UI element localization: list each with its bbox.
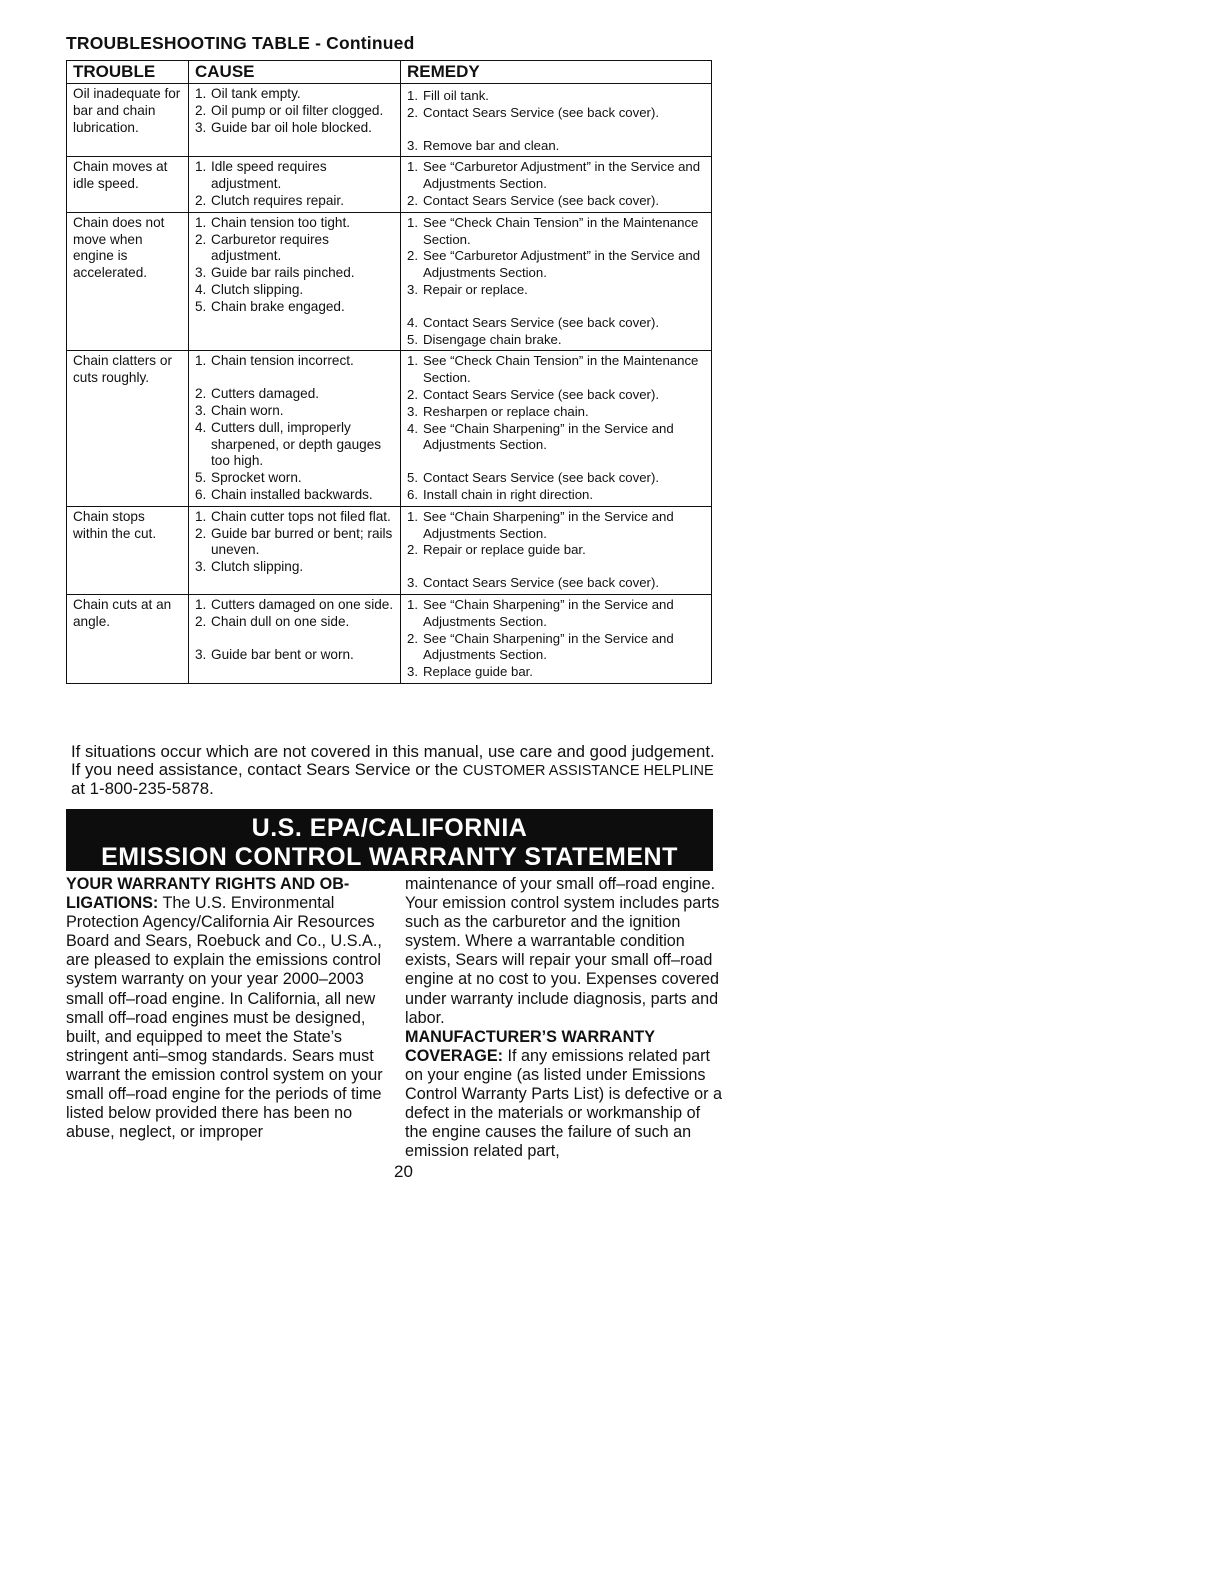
remedy-item: 1. See “Check Chain Tension” in the Maintenance Section. [407,214,699,247]
remedy-item: 5. Disengage chain brake. [407,331,562,347]
cause-item: 3. Guide bar oil hole blocked. [195,119,372,135]
remedy-item: 5. Contact Sears Service (see back cover). [407,470,660,486]
remedy-item: 1. See “Chain Sharpening” in the Service and Adjustments Section. [407,508,674,541]
cause-cell [189,351,401,506]
header-trouble: TROUBLE [67,61,189,84]
cause-item: 6. Chain installed backwards. [195,486,373,502]
remedy-item: 2. Repair or replace guide bar. [407,542,586,558]
remedy-item: 2. See “Chain Sharpening” in the Service and Adjustments Section. [407,630,674,663]
trouble-cell: Chain cuts at an angle. [67,594,189,683]
remedy-item: 6. Install chain in right direction. [407,486,594,502]
cause-item: 2. Chain dull on one side. [195,613,350,629]
cause-cell [189,84,401,157]
manufacturer-coverage-body: If any emissions related part on your engine (as listed under Emissions Control Warranty Parts List) is defective or a defect in the materials or workmanship of the engine causes the failure of such an emission related part, [405,1046,722,1161]
table-row [67,506,712,594]
cause-item: 1. Idle speed requires adjustment. [195,159,327,192]
remedy-cell [401,594,712,683]
remedy-cell [401,84,712,157]
remedy-item: 2. Contact Sears Service (see back cover). [407,192,660,208]
remedy-item: 2. See “Carburetor Adjustment” in the Service and Adjustments Section. [407,248,701,281]
cause-item: 5. Sprocket worn. [195,470,302,486]
remedy-cell [401,351,712,506]
cause-cell [189,157,401,212]
section-title: TROUBLESHOOTING TABLE - Continued [66,33,415,53]
cause-cell [189,594,401,683]
remedy-cell [401,212,712,351]
trouble-cell: Chain does not move when engine is accelerated. [67,212,189,351]
remedy-item: 3. Replace guide bar. [407,664,533,680]
remedy-item: 2. Contact Sears Service (see back cover). [407,104,660,120]
cause-item: 2. Cutters damaged. [195,386,320,402]
banner-line-1: U.S. EPA/CALIFORNIA [251,814,528,842]
cause-cell [189,212,401,351]
assistance-note: If situations occur which are not covered in this manual, use care and good judgement. If you need assistance, contact Sears Service or the CUSTOMER ASSISTANCE HELPLINE at 1-800-235-5878. [71,742,715,798]
manufacturer-coverage-heading: MANUFACTURER’S WARRANTY COVERAGE: [405,1027,655,1065]
banner-line-2: EMISSION CONTROL WARRANTY STATEMENT [101,843,678,871]
trouble-cell: Oil inadequate for bar and chain lubrication. [67,84,189,157]
warranty-left-column [66,875,388,1142]
cause-cell [189,506,401,594]
page-number: 20 [394,1162,413,1181]
warranty-rights-body: The U.S. Environmental Protection Agency/California Air Resources Board and Sears, Roebuck and Co., U.S.A., are pleased to explain the emissions control system warranty on your year 2000–2003 small off–road engine. In California, all new small off–road engines must be designed, built, and equipped to meet the State’s stringent anti–smog standards. Sears must warrant the emission control system on your small off–road engine for the periods of time listed below provided there has been no abuse, neglect, or improper [66,894,383,1142]
table-header-row [67,61,712,84]
table-row [67,351,712,506]
warranty-rights-heading: YOUR WARRANTY RIGHTS AND OB-LIGATIONS: [66,875,350,913]
cause-item: 4. Cutters dull, improperly sharpened, or depth gauges too high. [195,419,382,469]
trouble-cell: Chain clatters or cuts roughly. [67,351,189,506]
warranty-right-column [405,875,725,1161]
remedy-item: 4. See “Chain Sharpening” in the Service and Adjustments Section. [407,420,674,453]
cause-item: 3. Clutch slipping. [195,559,304,575]
remedy-item: 4. Contact Sears Service (see back cover). [407,314,660,330]
cause-item: 1. Chain tension incorrect. [195,353,354,369]
remedy-cell [401,157,712,212]
cause-item: 2. Clutch requires repair. [195,192,344,208]
cause-item: 1. Chain cutter tops not filed flat. [195,508,391,524]
header-remedy: REMEDY [401,61,712,84]
cause-item: 4. Clutch slipping. [195,281,304,297]
remedy-item: 1. See “Carburetor Adjustment” in the Service and Adjustments Section. [407,159,701,192]
remedy-cell [401,506,712,594]
trouble-cell: Chain stops within the cut. [67,506,189,594]
table-row [67,594,712,683]
table-row [67,212,712,351]
remedy-item: 2. Contact Sears Service (see back cover). [407,386,660,402]
remedy-item: 1. Fill oil tank. [407,88,489,103]
helpline-name: CUSTOMER ASSISTANCE HELPLINE [462,763,714,779]
cause-item: 3. Chain worn. [195,402,284,418]
remedy-item: 3. Repair or replace. [407,281,528,297]
cause-item: 2. Oil pump or oil filter clogged. [195,102,384,118]
cause-item: 2. Carburetor requires adjustment. [195,231,329,264]
cause-item: 3. Guide bar rails pinched. [195,265,355,281]
cause-item: 1. Oil tank empty. [195,86,301,101]
cause-item: 1. Chain tension too tight. [195,214,351,230]
cause-item: 1. Cutters damaged on one side. [195,596,394,612]
cause-item: 3. Guide bar bent or worn. [195,646,354,662]
cause-item: 5. Chain brake engaged. [195,298,345,314]
header-cause: CAUSE [189,61,401,84]
troubleshooting-table [66,60,712,684]
remedy-item: 3. Contact Sears Service (see back cover). [407,575,660,591]
remedy-item: 3. Remove bar and clean. [407,137,560,153]
table-row [67,157,712,212]
warranty-right-body: maintenance of your small off–road engine. Your emission control system includes parts such as the carburetor and the ignition system. Where a warrantable condition exists, Sears will repair your small off–road engine at no cost to you. Expenses covered under warranty include diagnosis, parts and labor. [405,875,720,1027]
remedy-item: 1. See “Check Chain Tension” in the Maintenance Section. [407,353,699,386]
remedy-item: 1. See “Chain Sharpening” in the Service and Adjustments Section. [407,596,674,629]
table-row [67,84,712,157]
emission-warranty-banner [66,809,713,871]
trouble-cell: Chain moves at idle speed. [67,157,189,212]
cause-item: 2. Guide bar burred or bent; rails uneven. [195,525,393,558]
remedy-item: 3. Resharpen or replace chain. [407,403,589,419]
